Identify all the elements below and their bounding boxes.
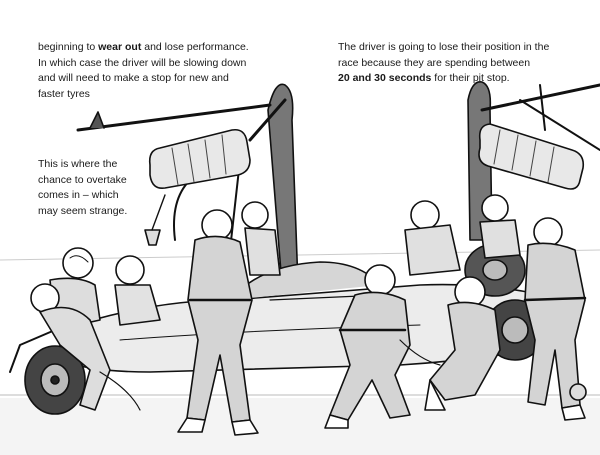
side-paragraph-line-3: comes in – which [38,189,119,201]
right-paragraph [338,40,549,87]
right-paragraph-line-2: race because they are spending between [338,56,531,69]
right-paragraph-line-1: The driver is going to lose their position in the [338,41,550,53]
seconds-emphasis: 20 and 30 seconds [338,72,432,84]
side-paragraph-line-4: may seem strange. [38,204,128,217]
side-paragraph-line-1: This is where the [38,158,118,170]
side-paragraph-line-2: chance to overtake [38,173,127,186]
left-paragraph-line-2: In which case the driver will be slowing down [38,56,247,69]
left-paragraph-line-3: and will need to make a stop for new and [38,72,229,84]
left-paragraph-line-1: beginning to wear out and lose performance. [38,41,249,53]
left-paragraph-line-4: faster tyres [38,87,90,100]
right-paragraph-line-3: 20 and 30 seconds for their pit stop. [338,72,510,84]
wear-out-emphasis: wear out [98,41,142,53]
side-paragraph [38,157,127,219]
left-paragraph [38,40,249,102]
